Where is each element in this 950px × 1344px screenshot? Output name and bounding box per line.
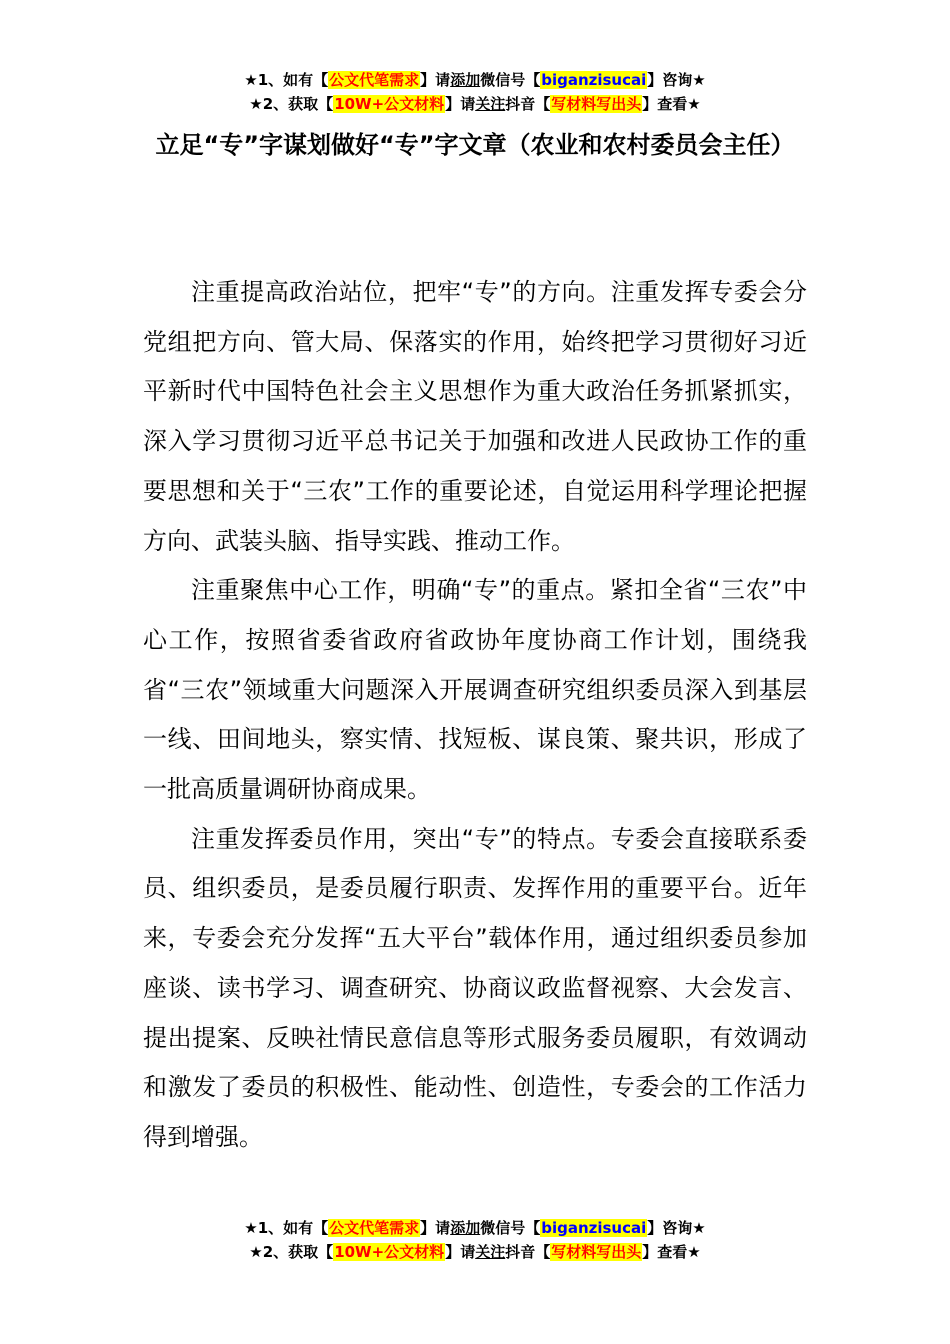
paragraph: 注重聚焦中心工作，明确“专”的重点。紧扣全省“三农”中心工作，按照省委省政府省政协年度协商工作计划，围绕我省“三农”领域重大问题深入开展调查研究组织委员深入到基层一线、田间地头，察实情、找短板、谋良策、聚共识，形成了一批高质量调研协商成果。	[143, 576, 807, 804]
promo-line-2: ★2、获取【10W+公文材料】请关注抖音【写材料写出头】查看★	[249, 1243, 701, 1261]
wechat-id: biganzisucai	[541, 71, 647, 89]
promo-highlight: 公文代笔需求	[329, 1219, 420, 1237]
promo-highlight: 公文代笔需求	[329, 71, 420, 89]
douyin-account: 写材料写出头	[551, 95, 642, 113]
wechat-id: biganzisucai	[541, 1219, 647, 1237]
paragraph: 注重提高政治站位，把牢“专”的方向。注重发挥专委会分党组把方向、管大局、保落实的作用，始终把学习贯彻好习近平新时代中国特色社会主义思想作为重大政治任务抓紧抓实，深入学习贯彻习近平总书记关于加强和改进人民政协工作的重要思想和关于“三农”工作的重要论述，自觉运用科学理论把握方向、武装头脑、指导实践、推动工作。	[143, 278, 807, 555]
paragraph: 注重发挥委员作用，突出“专”的特点。专委会直接联系委员、组织委员，是委员履行职责、发挥作用的重要平台。近年来，专委会充分发挥“五大平台”载体作用，通过组织委员参加座谈、读书学习、调查研究、协商议政监督视察、大会发言、提出提案、反映社情民意信息等形式服务委员履职，有效调动和激发了委员的积极性、能动性、创造性，专委会的工作活力得到增强。	[143, 824, 807, 1151]
promo-line-1: ★1、如有【公文代笔需求】请添加微信号【biganzisucai】咨询★	[244, 71, 706, 89]
document-title: 立足“专”字谋划做好“专”字文章（农业和农村委员会主任）	[155, 131, 795, 159]
promo-footer	[0, 1216, 950, 1264]
promo-line-1: ★1、如有【公文代笔需求】请添加微信号【biganzisucai】咨询★	[244, 1219, 706, 1237]
promo-header	[0, 68, 950, 116]
promo-highlight: 10W+公文材料	[334, 95, 445, 113]
promo-highlight: 10W+公文材料	[334, 1243, 445, 1261]
document-body	[143, 268, 807, 1163]
douyin-account: 写材料写出头	[551, 1243, 642, 1261]
promo-line-2: ★2、获取【10W+公文材料】请关注抖音【写材料写出头】查看★	[249, 95, 701, 113]
